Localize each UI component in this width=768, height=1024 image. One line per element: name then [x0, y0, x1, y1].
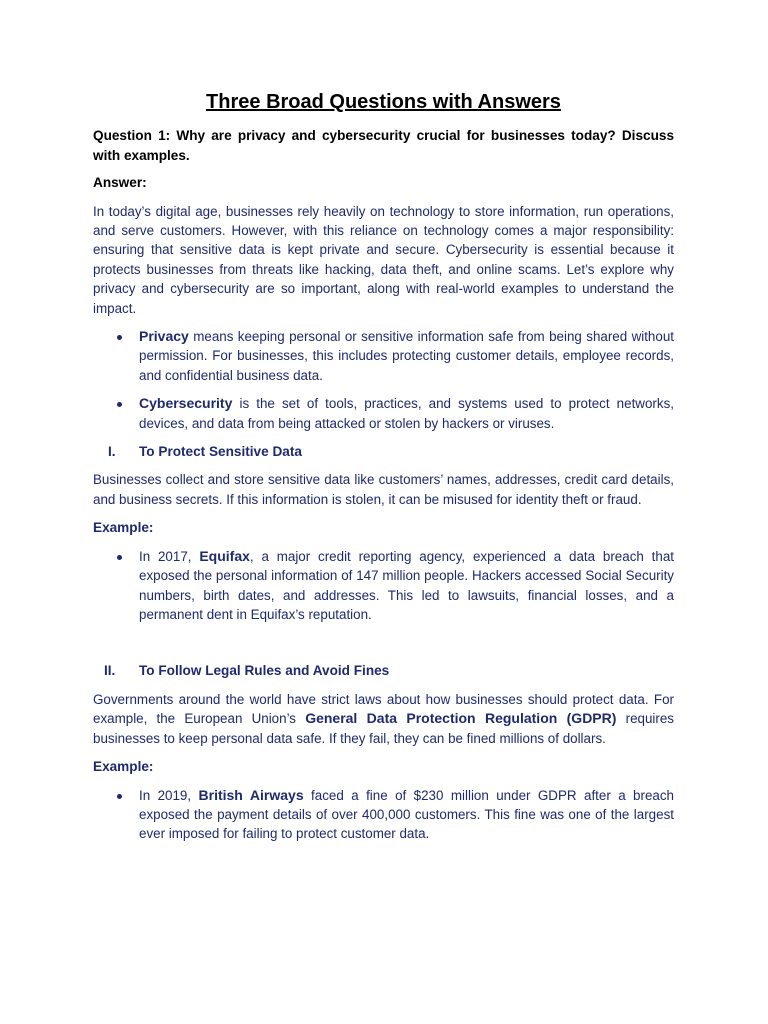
section-1-examples	[93, 547, 674, 625]
term-equifax: Equifax	[199, 547, 250, 564]
section-numeral: I.	[108, 443, 116, 459]
question-1: Question 1: Why are privacy and cybersecurity crucial for businesses today? Discuss with examples.	[93, 128, 674, 163]
body-text: Governments around the world have strict laws about how businesses should protect data. For example, the European Union’s	[93, 691, 674, 727]
section-title: To Follow Legal Rules and Avoid Fines	[139, 663, 390, 679]
section-2-examples	[93, 786, 674, 844]
section-title: To Protect Sensitive Data	[139, 443, 302, 459]
document-title: Three Broad Questions with Answers	[206, 91, 561, 113]
section-2-heading	[93, 661, 674, 681]
example-text: In 2017,	[139, 548, 200, 564]
document-content	[93, 88, 674, 853]
example-text: In 2019,	[139, 787, 199, 803]
answer-label: Answer:	[93, 175, 147, 190]
definition-text: is the set of tools, practices, and systems used to protect networks, devices, and data from being attacked or stolen by hackers or viruses.	[139, 396, 674, 431]
term-british-airways: British Airways	[198, 786, 304, 803]
definitions-list	[93, 327, 674, 433]
example-text: , a major credit reporting agency, experienced a data breach that exposed the personal information of 147 million people. Hackers accessed Social Security numbers, birth dates, and addresses. This led to lawsuits, financial losses, and a permanent dent in Equifax’s reputation.	[139, 548, 674, 622]
example-label: Example:	[93, 520, 154, 536]
example-label: Example:	[93, 759, 154, 775]
term-cybersecurity: Cybersecurity	[139, 395, 233, 412]
section-1-heading	[93, 442, 674, 462]
definition-text: means keeping personal or sensitive information safe from being shared without permission. For businesses, this includes protecting customer details, employee records, and confidential business data.	[139, 328, 674, 383]
section-1-body: Businesses collect and store sensitive data like customers’ names, addresses, credit card details, and business secrets. If this information is stolen, it can be misused for identity theft or fraud.	[93, 472, 674, 507]
body-text: requires businesses to keep personal data safe. If they fail, they can be fined millions of dollars.	[93, 711, 674, 746]
list-item	[139, 547, 674, 625]
term-privacy: Privacy	[139, 327, 189, 344]
spacer	[93, 633, 674, 661]
list-item	[139, 327, 674, 385]
term-gdpr: General Data Protection Regulation (GDPR)	[305, 710, 617, 727]
list-item	[139, 394, 674, 433]
intro-paragraph: In today’s digital age, businesses rely heavily on technology to store information, run operations, and serve customers. However, with this reliance on technology comes a major responsibility: ensuring that sensitive data is kept private and secure. Cybersecurity is essential because it protects businesses from threats like hacking, data theft, and online scams. Let’s explore why privacy and cybersecurity are so important, along with real-world examples to understand the impact.	[93, 203, 674, 316]
list-item	[139, 786, 674, 844]
example-text: faced a fine of $230 million under GDPR after a breach exposed the payment details of over 400,000 customers. This fine was one of the largest ever imposed for failing to protect customer data.	[139, 787, 675, 842]
section-2-body	[93, 690, 674, 748]
section-numeral: II.	[104, 663, 116, 679]
